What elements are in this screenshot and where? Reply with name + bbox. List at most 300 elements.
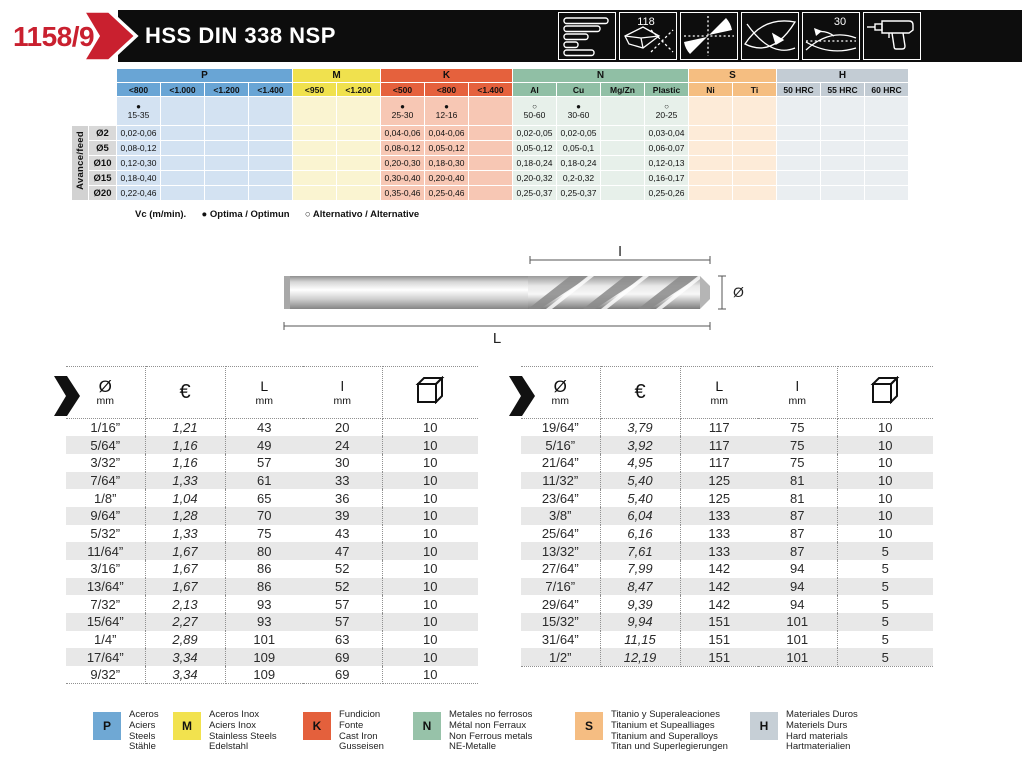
feed-value-cell: 0,02-0,05 (557, 126, 600, 140)
feed-value-cell (733, 186, 776, 200)
price-table-left (66, 366, 478, 684)
alternative-marker-icon: ○ (304, 209, 311, 220)
price-row (66, 454, 478, 472)
feed-value-cell: 0,25-0,37 (513, 186, 556, 200)
price-row (66, 560, 478, 578)
package-qty-value: 10 (382, 472, 478, 490)
feed-value-cell (689, 156, 732, 170)
feed-value-cell (821, 156, 864, 170)
feed-value-cell: 0,35-0,46 (381, 186, 424, 200)
flute-length-value: 81 (758, 472, 837, 490)
total-length-value: 133 (680, 507, 758, 525)
drill-machine-icon (863, 12, 921, 60)
feed-value-cell: 0,08-0,12 (117, 141, 160, 155)
flute-length-value: 94 (758, 595, 837, 613)
feed-value-cell: 0,08-0,12 (381, 141, 424, 155)
price-row (521, 472, 933, 490)
price-value: 5,40 (600, 489, 680, 507)
price-row (66, 472, 478, 490)
diameter-value: 7/16” (521, 578, 600, 596)
price-row (66, 525, 478, 543)
feed-value-cell: 0,04-0,06 (425, 126, 468, 140)
feed-value-cell (337, 126, 380, 140)
package-qty-value: 5 (881, 632, 889, 648)
diameter-value: 11/64” (66, 542, 145, 560)
speed-column-header: Cu (557, 83, 600, 96)
diameter-column-header: Ø mm (521, 367, 600, 419)
package-qty-value: 10 (423, 420, 438, 436)
feed-value-cell: 0,30-0,40 (381, 171, 424, 185)
total-length-value: 43 (257, 420, 272, 436)
total-length-value: 133 (680, 542, 758, 560)
flute-length-column-header: l mm (758, 367, 837, 419)
flute-length-value: 57 (303, 595, 382, 613)
legend-item-P (93, 709, 159, 753)
vc-value-cell (601, 97, 644, 125)
flute-length-value: 75 (758, 436, 837, 454)
material-group-header: N (513, 69, 688, 82)
package-qty-value: 10 (878, 455, 893, 471)
catalog-number: 1158/9 (13, 21, 95, 52)
package-qty-value: 5 (837, 613, 933, 631)
legend-translations: Titanio y Superaleaciones Titanium et Supealliages Titanium and Superalloys Titan und Superlegierungen (611, 709, 728, 753)
vc-footnote (135, 209, 419, 220)
price-row (66, 595, 478, 613)
flute-length-value: 81 (758, 489, 837, 507)
feed-value-cell: 0,18-0,24 (513, 156, 556, 170)
vc-value-cell (205, 97, 248, 125)
vc-value-cell: ○ 50-60 (513, 97, 556, 125)
vc-value-cell (689, 97, 732, 125)
feed-value-cell: 0,18-0,30 (425, 156, 468, 170)
diameter-value: 21/64” (521, 454, 600, 472)
feed-value-cell (733, 126, 776, 140)
vc-value-cell: ● 12-16 (425, 97, 468, 125)
feed-value-cell (601, 186, 644, 200)
total-length-value: 57 (257, 455, 272, 471)
feed-value-cell: 0,02-0,05 (513, 126, 556, 140)
diameter-value: 15/64” (66, 613, 145, 631)
diameter-value: 13/64” (66, 578, 145, 596)
package-qty-value: 5 (881, 596, 889, 612)
total-length-value: 125 (708, 490, 731, 506)
drill-tip (700, 276, 710, 309)
feed-value-cell (161, 156, 204, 170)
flute-length-value: 94 (758, 560, 837, 578)
feed-value-cell: 0,05-0,12 (513, 141, 556, 155)
feed-value-cell (733, 171, 776, 185)
diameter-value: 13/32” (521, 542, 600, 560)
feed-value-cell (821, 141, 864, 155)
diameter-value: 15/32” (521, 613, 600, 631)
legend-translations: Aceros Inox Aciers Inox Stainless Steels Edelstahl (209, 709, 277, 753)
cutting-data-table (71, 68, 909, 201)
speed-column-header: 55 HRC (821, 83, 864, 96)
legend-item-S (575, 709, 728, 753)
vc-value-cell (161, 97, 204, 125)
price-value: 1,21 (145, 419, 225, 437)
price-row (521, 631, 933, 649)
total-length-value: 151 (680, 648, 758, 666)
flute-length-value: 20 (303, 419, 382, 437)
feed-value-cell (205, 156, 248, 170)
price-value: 3,34 (145, 648, 225, 666)
feed-value-cell (469, 126, 512, 140)
diameter-value: 1/2” (521, 648, 600, 666)
vc-value-cell: ● 15-35 (117, 97, 160, 125)
price-value: 1,67 (145, 578, 225, 596)
price-value: 7,99 (600, 560, 680, 578)
vc-value-cell (337, 97, 380, 125)
vc-value-cell: ○ 20-25 (645, 97, 688, 125)
diameter-value: 23/64” (521, 489, 600, 507)
price-column-header: € (600, 367, 680, 419)
flute-length-value: 30 (303, 454, 382, 472)
feed-value-cell: 0,06-0,07 (645, 141, 688, 155)
feed-value-cell: 0,03-0,04 (645, 126, 688, 140)
price-row (521, 507, 933, 525)
price-table-right (521, 366, 933, 667)
legend-color-box: H (750, 712, 778, 740)
speed-column-header: <950 (293, 83, 336, 96)
optima-marker-icon: ● (201, 209, 208, 220)
price-row (521, 578, 933, 596)
legend-item-N (413, 709, 533, 753)
feed-value-cell (337, 141, 380, 155)
feed-value-cell (337, 156, 380, 170)
feed-value-cell (689, 171, 732, 185)
price-row (66, 613, 478, 631)
price-value: 2,89 (145, 631, 225, 649)
total-length-value: 133 (708, 525, 731, 541)
feed-value-cell (777, 171, 820, 185)
feed-value-cell (249, 126, 292, 140)
feed-value-cell (293, 186, 336, 200)
speed-column-header: Plastic (645, 83, 688, 96)
feed-value-cell: 0,25-0,46 (425, 186, 468, 200)
package-qty-column-header (837, 367, 933, 419)
price-value: 4,95 (600, 454, 680, 472)
package-box-icon (869, 376, 901, 404)
feed-value-cell (601, 171, 644, 185)
feed-value-cell: 0,25-0,26 (645, 186, 688, 200)
price-value: 3,79 (600, 419, 680, 437)
speed-column-header: <800 (117, 83, 160, 96)
feed-value-cell: 0,02-0,06 (117, 126, 160, 140)
price-row (66, 542, 478, 560)
total-length-value: 109 (225, 666, 303, 684)
package-qty-column-header (382, 367, 478, 419)
diameter-value: 27/64” (521, 560, 600, 578)
feed-value-cell: 0,2-0,32 (557, 171, 600, 185)
price-value: 3,34 (145, 666, 225, 684)
drill-set-icon (558, 12, 616, 60)
total-length-dimension (284, 322, 710, 330)
total-length-value: 49 (225, 436, 303, 454)
price-value: 11,15 (600, 631, 680, 649)
page-title: HSS DIN 338 NSP (145, 23, 336, 48)
legend-color-box: S (575, 712, 603, 740)
diameter-row-header: Ø20 (89, 186, 116, 200)
speed-column-header: <800 (425, 83, 468, 96)
speed-column-header: Ti (733, 83, 776, 96)
feed-value-cell: 0,12-0,13 (645, 156, 688, 170)
speed-column-header: <500 (381, 83, 424, 96)
flute-length-column-header: l mm (303, 367, 382, 419)
feed-value-cell (293, 126, 336, 140)
price-value: 6,04 (600, 507, 680, 525)
total-length-value: 80 (225, 542, 303, 560)
title-bar (118, 10, 1022, 62)
total-length-value: 61 (225, 472, 303, 490)
price-value: 7,61 (600, 542, 680, 560)
diameter-value: 25/64” (521, 525, 600, 543)
feed-value-cell (733, 156, 776, 170)
vc-value-cell (293, 97, 336, 125)
feed-value-cell (777, 126, 820, 140)
diameter-value: 9/32” (66, 666, 145, 684)
feed-value-cell (733, 141, 776, 155)
package-qty-value: 10 (423, 596, 438, 612)
flute-length-value: 39 (303, 507, 382, 525)
price-value: 12,19 (600, 648, 680, 666)
vc-value-cell (733, 97, 776, 125)
diameter-value: 3/32” (66, 454, 145, 472)
feed-value-cell (249, 186, 292, 200)
package-qty-value: 10 (837, 472, 933, 490)
feed-value-cell (601, 141, 644, 155)
flute-length-value: 47 (303, 542, 382, 560)
price-value: 1,04 (145, 489, 225, 507)
package-qty-value: 10 (423, 455, 438, 471)
flute-length-value: 33 (303, 472, 382, 490)
speed-column-header: <1.400 (249, 83, 292, 96)
price-row (521, 648, 933, 666)
feed-value-cell (689, 141, 732, 155)
material-group-header: K (381, 69, 512, 82)
legend-color-box: P (93, 712, 121, 740)
feed-value-cell: 0,05-0,12 (425, 141, 468, 155)
material-group-header: P (117, 69, 292, 82)
package-qty-value: 10 (382, 578, 478, 596)
feed-value-cell (205, 171, 248, 185)
flute-length-value: 52 (303, 560, 382, 578)
feed-axis-label: Avance/feed (72, 126, 88, 200)
speed-column-header: <1.200 (337, 83, 380, 96)
flute-length-value: 57 (303, 613, 382, 631)
feed-value-cell (601, 156, 644, 170)
price-value: 1,16 (145, 454, 225, 472)
price-value: 6,16 (600, 525, 680, 543)
speed-column-header: <1.400 (469, 83, 512, 96)
feed-value-cell: 0,20-0,32 (513, 171, 556, 185)
feed-value-cell (293, 171, 336, 185)
price-row (66, 436, 478, 454)
diameter-row-header: Ø15 (89, 171, 116, 185)
pictogram-strip (558, 12, 921, 60)
price-value: 9,94 (600, 613, 680, 631)
legend-item-K (303, 709, 384, 753)
legend-translations: Materiales Duros Materiels Durs Hard materials Hartmaterialien (786, 709, 858, 753)
feed-value-cell (689, 126, 732, 140)
diameter-value: 5/64” (66, 436, 145, 454)
price-value: 3,92 (600, 436, 680, 454)
flute-length-value: 75 (758, 419, 837, 437)
package-qty-value: 10 (423, 490, 438, 506)
feed-value-cell (469, 186, 512, 200)
feed-value-cell (293, 156, 336, 170)
feed-value-cell (865, 156, 908, 170)
point-angle-value: 118 (637, 16, 655, 28)
total-length-value: 93 (225, 613, 303, 631)
speed-column-header: <1.200 (205, 83, 248, 96)
flute-length-value: 36 (303, 489, 382, 507)
alternative-label: Alternativo / Alternative (312, 209, 420, 220)
total-length-value: 75 (257, 525, 272, 541)
speed-column-header: 60 HRC (865, 83, 908, 96)
speed-column-header: Mg/Zn (601, 83, 644, 96)
package-qty-value: 10 (837, 507, 933, 525)
package-qty-value: 10 (878, 490, 893, 506)
feed-value-cell (469, 171, 512, 185)
flute-length-value: 75 (758, 454, 837, 472)
price-row (66, 578, 478, 596)
table-chevron-icon (509, 376, 537, 416)
diameter-value: 1/4” (66, 631, 145, 649)
price-row (521, 525, 933, 543)
price-value: 1,16 (145, 436, 225, 454)
feed-value-cell (777, 156, 820, 170)
cross-section-icon (680, 12, 738, 60)
price-column-header: € (145, 367, 225, 419)
total-length-value: 101 (253, 632, 276, 648)
flute-profile-icon (741, 12, 799, 60)
price-row (521, 489, 933, 507)
price-value: 5,40 (600, 472, 680, 490)
package-qty-value: 10 (382, 436, 478, 454)
legend-translations: Fundicion Fonte Cast Iron Gusseisen (339, 709, 384, 753)
price-value: 2,13 (145, 595, 225, 613)
diameter-value: 29/64” (521, 595, 600, 613)
diameter-column-header: Ø mm (66, 367, 145, 419)
total-length-value: 65 (257, 490, 272, 506)
total-length-value: 151 (708, 632, 731, 648)
legend-item-M (173, 709, 277, 753)
diameter-label: Ø (733, 284, 744, 300)
total-length-value: 93 (257, 596, 272, 612)
feed-value-cell (337, 171, 380, 185)
diameter-value: 5/16” (521, 436, 600, 454)
feed-value-cell: 0,20-0,30 (381, 156, 424, 170)
price-value: 1,33 (145, 525, 225, 543)
flute-length-value: 87 (758, 525, 837, 543)
price-row (521, 542, 933, 560)
package-qty-value: 10 (423, 632, 438, 648)
package-qty-value: 10 (423, 561, 438, 577)
price-row (521, 613, 933, 631)
speed-column-header: Al (513, 83, 556, 96)
feed-value-cell (469, 141, 512, 155)
feed-value-cell (161, 141, 204, 155)
price-value: 1,28 (145, 507, 225, 525)
feed-value-cell: 0,12-0,30 (117, 156, 160, 170)
price-row (521, 436, 933, 454)
package-box-icon (414, 376, 446, 404)
flute-length-value: 52 (303, 578, 382, 596)
total-length-value: 70 (225, 507, 303, 525)
feed-value-cell: 0,04-0,06 (381, 126, 424, 140)
diameter-value: 9/64” (66, 507, 145, 525)
feed-value-cell: 0,25-0,37 (557, 186, 600, 200)
diameter-value: 19/64” (521, 419, 600, 437)
legend-translations: Aceros Aciers Steels Stähle (129, 709, 159, 753)
feed-value-cell (161, 186, 204, 200)
feed-value-cell (337, 186, 380, 200)
package-qty-value: 10 (837, 436, 933, 454)
package-qty-value: 10 (382, 666, 478, 684)
diameter-value: 3/8” (521, 507, 600, 525)
flute-length-value: 24 (303, 436, 382, 454)
drill-shank (284, 276, 530, 309)
price-row (66, 489, 478, 507)
vc-value-cell: ● 30-60 (557, 97, 600, 125)
total-length-value: 86 (225, 578, 303, 596)
diameter-value: 1/8” (66, 489, 145, 507)
total-length-value: 109 (225, 648, 303, 666)
drill-dimension-diagram (278, 246, 748, 346)
feed-value-cell: 0,16-0,17 (645, 171, 688, 185)
price-value: 9,39 (600, 595, 680, 613)
feed-value-cell (205, 141, 248, 155)
package-qty-value: 10 (382, 613, 478, 631)
price-row (66, 631, 478, 649)
feed-value-cell: 0,18-0,24 (557, 156, 600, 170)
price-row (66, 507, 478, 525)
vc-value-cell (821, 97, 864, 125)
diameter-value: 31/64” (521, 631, 600, 649)
feed-value-cell (821, 126, 864, 140)
total-length-value: 86 (257, 561, 272, 577)
legend-item-H (750, 709, 858, 753)
price-value: 1,33 (145, 472, 225, 490)
price-row (521, 419, 933, 437)
feed-value-cell: 0,22-0,46 (117, 186, 160, 200)
flute-length-value: 69 (303, 666, 382, 684)
total-length-value: 117 (708, 455, 730, 471)
diameter-value: 11/32” (521, 472, 600, 490)
feed-value-cell: 0,20-0,40 (425, 171, 468, 185)
diameter-value: 17/64” (66, 648, 145, 666)
feed-value-cell (249, 171, 292, 185)
flute-length-value: 94 (758, 578, 837, 596)
package-qty-value: 10 (878, 420, 893, 436)
feed-value-cell (865, 141, 908, 155)
vc-value-cell (865, 97, 908, 125)
speed-column-header: 50 HRC (777, 83, 820, 96)
flute-length-value: 63 (303, 631, 382, 649)
helix-angle-icon (802, 12, 860, 60)
total-length-column-header: L mm (680, 367, 758, 419)
flute-length-value: 101 (758, 613, 837, 631)
price-row (521, 454, 933, 472)
total-length-column-header: L mm (225, 367, 303, 419)
package-qty-value: 10 (423, 525, 438, 541)
price-row (66, 666, 478, 684)
feed-value-cell (689, 186, 732, 200)
package-qty-value: 10 (382, 542, 478, 560)
diameter-value: 1/16” (66, 419, 145, 437)
vc-value-cell (249, 97, 292, 125)
